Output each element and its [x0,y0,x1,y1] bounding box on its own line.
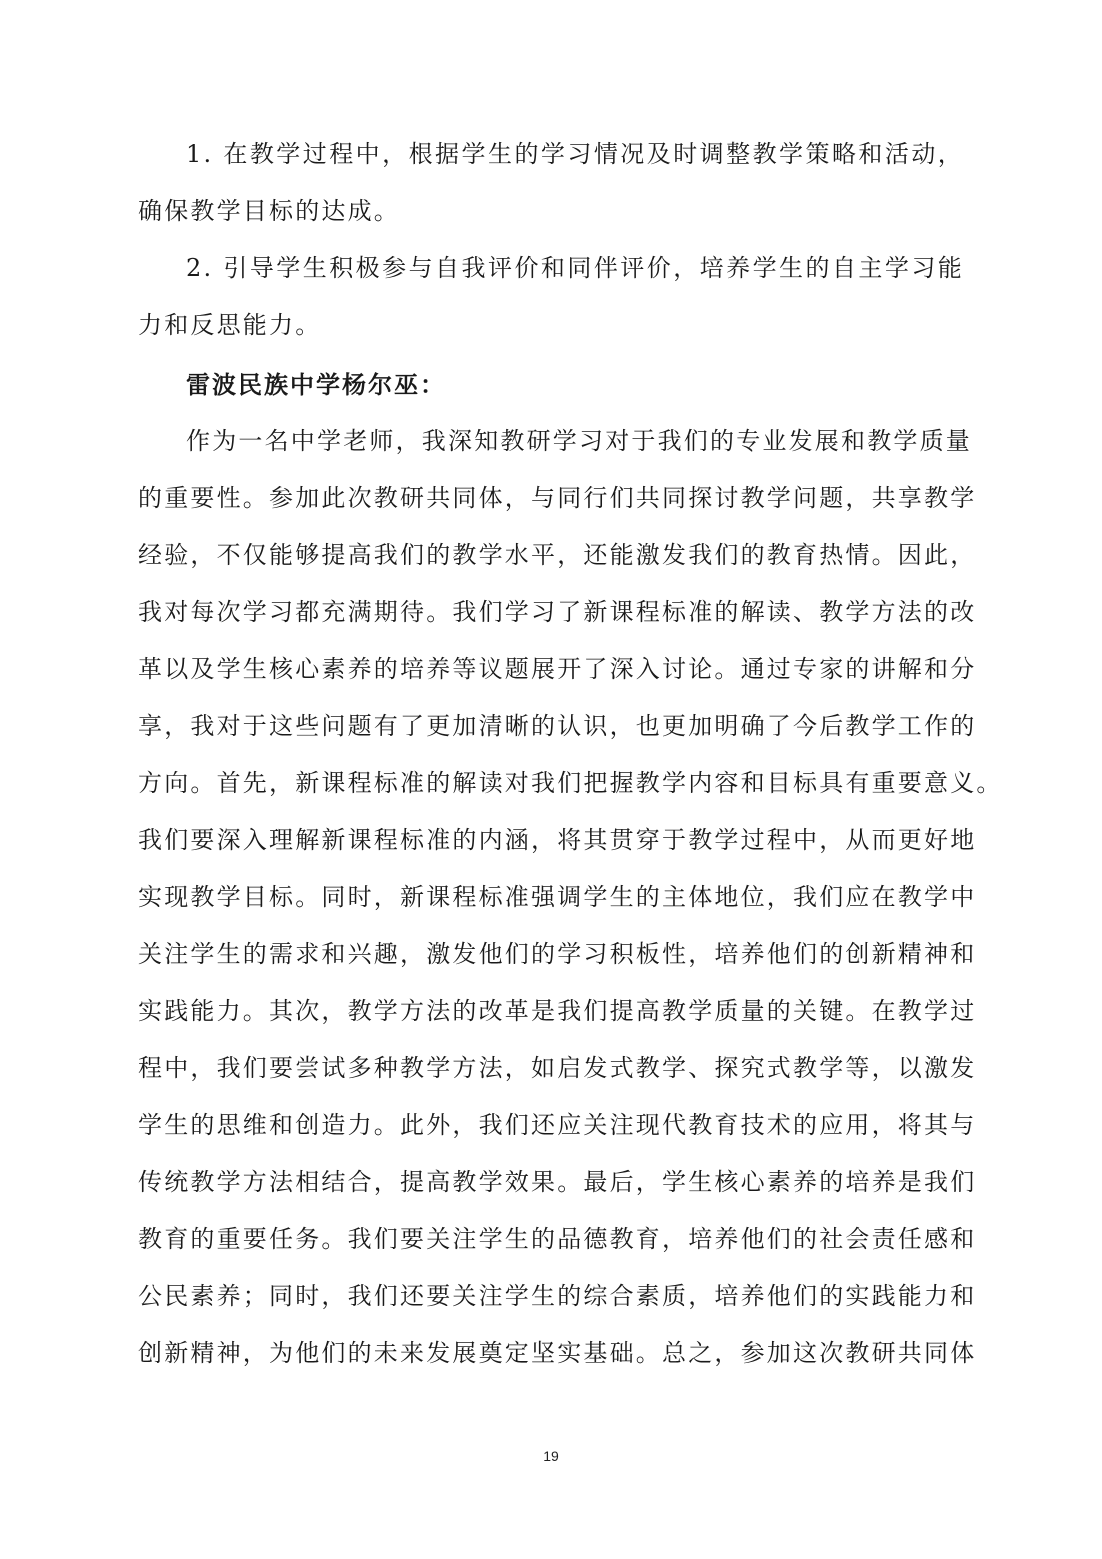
paragraph-line: 学生的思维和创造力。此外，我们还应关注现代教育技术的应用，将其与 [138,1111,977,1139]
paragraph-line: 程中，我们要尝试多种教学方法，如启发式教学、探究式教学等，以激发 [138,1054,977,1082]
page-number: 19 [543,1448,559,1464]
paragraph-line: 经验，不仅能够提高我们的教学水平，还能激发我们的教育热情。因此， [138,541,977,569]
paragraph-line: 实现教学目标。同时，新课程标准强调学生的主体地位，我们应在教学中 [138,883,977,911]
paragraph-line: 方向。首先，新课程标准的解读对我们把握教学内容和目标具有重要意义。 [138,769,1003,797]
paragraph-line: 我们要深入理解新课程标准的内涵，将其贯穿于教学过程中，从而更好地 [138,826,977,854]
paragraph-line: 实践能力。其次，教学方法的改革是我们提高教学质量的关键。在教学过 [138,997,977,1025]
paragraph-line: 创新精神，为他们的未来发展奠定坚实基础。总之，参加这次教研共同体 [138,1339,977,1367]
list-item-1-line-2: 确保教学目标的达成。 [138,197,400,225]
paragraph-line: 我对每次学习都充满期待。我们学习了新课程标准的解读、教学方法的改 [138,598,977,626]
paragraph-line: 革以及学生核心素养的培养等议题展开了深入讨论。通过专家的讲解和分 [138,655,977,683]
paragraph-line: 关注学生的需求和兴趣，激发他们的学习积板性，培养他们的创新精神和 [138,940,977,968]
paragraph-line: 教育的重要任务。我们要关注学生的品德教育，培养他们的社会责任感和 [138,1225,977,1253]
paragraph-line: 的重要性。参加此次教研共同体，与同行们共同探讨教学问题，共享教学 [138,484,977,512]
paragraph-line: 享，我对于这些问题有了更加清晰的认识，也更加明确了今后教学工作的 [138,712,977,740]
paragraph-line: 作为一名中学老师，我深知教研学习对于我们的专业发展和教学质量 [186,427,972,455]
section-heading: 雷波民族中学杨尔巫： [186,371,446,399]
paragraph-line: 公民素养；同时，我们还要关注学生的综合素质，培养他们的实践能力和 [138,1282,977,1310]
list-item-1-line-1: 1. 在教学过程中，根据学生的学习情况及时调整教学策略和活动， [186,140,964,168]
paragraph-line: 传统教学方法相结合，提高教学效果。最后，学生核心素养的培养是我们 [138,1168,977,1196]
list-item-2-line-1: 2. 引导学生积极参与自我评价和同伴评价，培养学生的自主学习能 [186,254,964,282]
list-item-2-line-2: 力和反思能力。 [138,311,322,339]
